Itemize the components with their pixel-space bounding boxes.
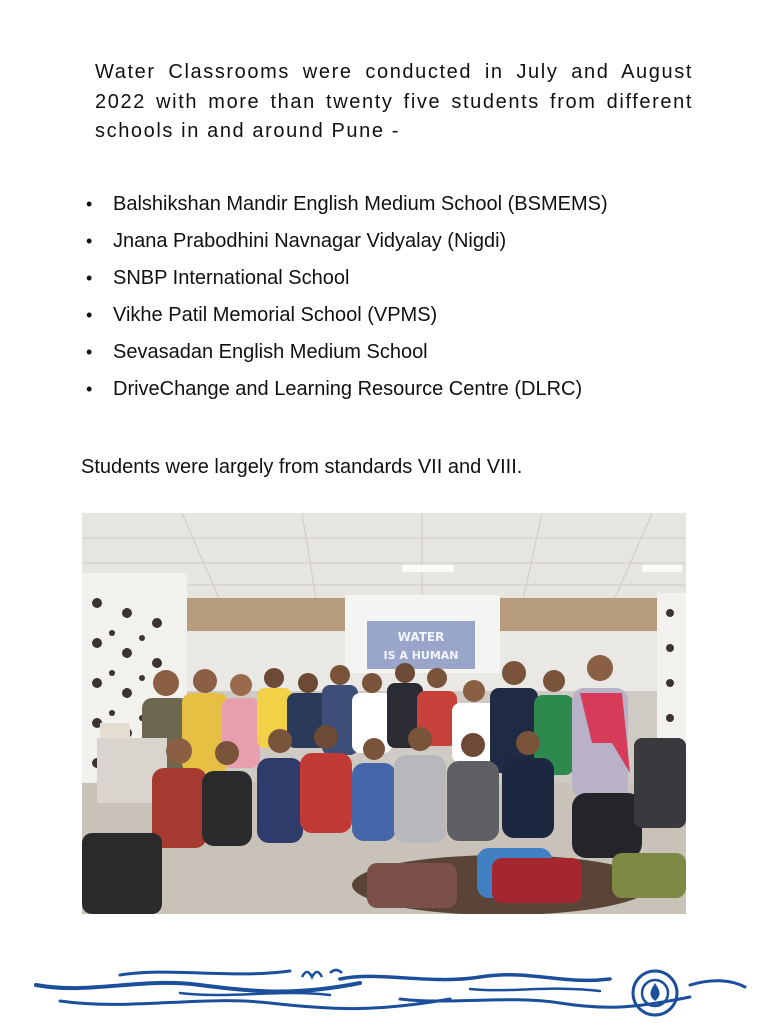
intro-paragraph: Water Classrooms were conducted in July and August 2022 with more than twenty five students from different schools in and around Pune - (95, 61, 693, 142)
patterned-wall-right (657, 593, 686, 753)
standards-note: Students were largely from standards VII and VIII. (81, 456, 523, 478)
bag (492, 858, 582, 903)
ceiling-light (402, 565, 454, 572)
school-name: Balshikshan Mandir English Medium School (BSMEMS) (113, 193, 608, 215)
chair (634, 738, 686, 828)
splash-icon (302, 970, 342, 977)
ceiling-light (642, 565, 682, 572)
bullet-icon: • (86, 379, 93, 399)
list-item (86, 260, 608, 297)
group-photo-illustration (82, 513, 686, 914)
list-item (86, 297, 608, 334)
footer-wave-decoration (0, 955, 768, 1023)
bullet-icon: • (86, 305, 93, 325)
bag (367, 863, 457, 908)
group-photo (82, 513, 686, 914)
svg-text:IS A HUMAN: IS A HUMAN (383, 649, 459, 662)
water-drop-logo-icon (633, 971, 677, 1015)
school-name: Sevasadan English Medium School (113, 341, 428, 363)
school-name: Vikhe Patil Memorial School (VPMS) (113, 304, 438, 326)
school-list (86, 186, 608, 408)
bullet-icon: • (86, 231, 93, 251)
school-name: Jnana Prabodhini Navnagar Vidyalay (Nigdi) (113, 230, 507, 252)
list-item (86, 371, 608, 408)
slide-text: WATER (397, 630, 445, 644)
list-item (86, 186, 608, 223)
list-item (86, 223, 608, 260)
bag (612, 853, 686, 898)
school-name: DriveChange and Learning Resource Centre (DLRC) (113, 378, 583, 400)
backpack (572, 793, 642, 858)
list-item (86, 334, 608, 371)
chair (82, 833, 162, 914)
bullet-icon: • (86, 342, 93, 362)
bullet-icon: • (86, 268, 93, 288)
school-name: SNBP International School (113, 267, 350, 289)
bullet-icon: • (86, 194, 93, 214)
